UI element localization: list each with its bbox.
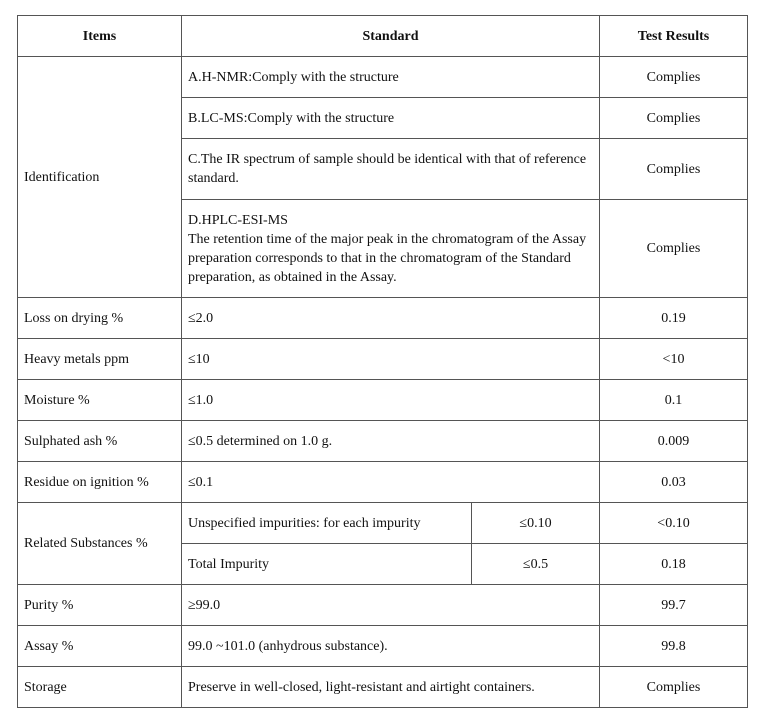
assay-result: 99.8 xyxy=(600,626,748,667)
residue-label: Residue on ignition % xyxy=(18,462,182,503)
header-row xyxy=(18,16,748,57)
heavy-metals-result: <10 xyxy=(600,339,748,380)
specification-table-wrapper xyxy=(17,15,748,708)
identification-result-d: Complies xyxy=(600,200,748,298)
identification-standard-c: C.The IR spectrum of sample should be identical with that of reference standard. xyxy=(182,139,600,200)
identification-result-c: Complies xyxy=(600,139,748,200)
assay-row xyxy=(18,626,748,667)
related-name-unspecified: Unspecified impurities: for each impurity xyxy=(182,503,472,544)
related-limit-unspecified: ≤0.10 xyxy=(472,503,600,544)
assay-label: Assay % xyxy=(18,626,182,667)
identification-result-b: Complies xyxy=(600,98,748,139)
related-result-total: 0.18 xyxy=(600,544,748,585)
related-limit-total: ≤0.5 xyxy=(472,544,600,585)
identification-standard-d-text: The retention time of the major peak in the chromatogram of the Assay preparation corresponds to that in the chromatogram of the Standard preparation, as obtained in the Assay. xyxy=(188,231,587,285)
moisture-result: 0.1 xyxy=(600,380,748,421)
sulphated-ash-label: Sulphated ash % xyxy=(18,421,182,462)
loss-on-drying-label: Loss on drying % xyxy=(18,298,182,339)
purity-result: 99.7 xyxy=(600,585,748,626)
sulphated-ash-result: 0.009 xyxy=(600,421,748,462)
storage-label: Storage xyxy=(18,667,182,708)
purity-label: Purity % xyxy=(18,585,182,626)
header-standard: Standard xyxy=(182,16,600,57)
storage-row xyxy=(18,667,748,708)
identification-result-a: Complies xyxy=(600,57,748,98)
loss-on-drying-row xyxy=(18,298,748,339)
identification-standard-d xyxy=(182,200,600,298)
purity-row xyxy=(18,585,748,626)
residue-row xyxy=(18,462,748,503)
storage-standard: Preserve in well-closed, light-resistant and airtight containers. xyxy=(182,667,600,708)
moisture-row xyxy=(18,380,748,421)
purity-standard: ≥99.0 xyxy=(182,585,600,626)
identification-label: Identification xyxy=(18,57,182,298)
sulphated-ash-row xyxy=(18,421,748,462)
assay-standard: 99.0 ~101.0 (anhydrous substance). xyxy=(182,626,600,667)
identification-standard-d-title: D.HPLC-ESI-MS xyxy=(188,212,288,228)
residue-result: 0.03 xyxy=(600,462,748,503)
loss-on-drying-result: 0.19 xyxy=(600,298,748,339)
identification-row-a xyxy=(18,57,748,98)
identification-standard-a: A.H-NMR:Comply with the structure xyxy=(182,57,600,98)
moisture-standard: ≤1.0 xyxy=(182,380,600,421)
header-test-results: Test Results xyxy=(600,16,748,57)
moisture-label: Moisture % xyxy=(18,380,182,421)
heavy-metals-label: Heavy metals ppm xyxy=(18,339,182,380)
sulphated-ash-standard: ≤0.5 determined on 1.0 g. xyxy=(182,421,600,462)
storage-result: Complies xyxy=(600,667,748,708)
header-items: Items xyxy=(18,16,182,57)
related-result-unspecified: <0.10 xyxy=(600,503,748,544)
related-label: Related Substances % xyxy=(18,503,182,585)
related-row-unspecified xyxy=(18,503,748,544)
related-name-total: Total Impurity xyxy=(182,544,472,585)
loss-on-drying-standard: ≤2.0 xyxy=(182,298,600,339)
heavy-metals-standard: ≤10 xyxy=(182,339,600,380)
heavy-metals-row xyxy=(18,339,748,380)
identification-standard-b: B.LC-MS:Comply with the structure xyxy=(182,98,600,139)
specification-table xyxy=(17,15,748,708)
residue-standard: ≤0.1 xyxy=(182,462,600,503)
